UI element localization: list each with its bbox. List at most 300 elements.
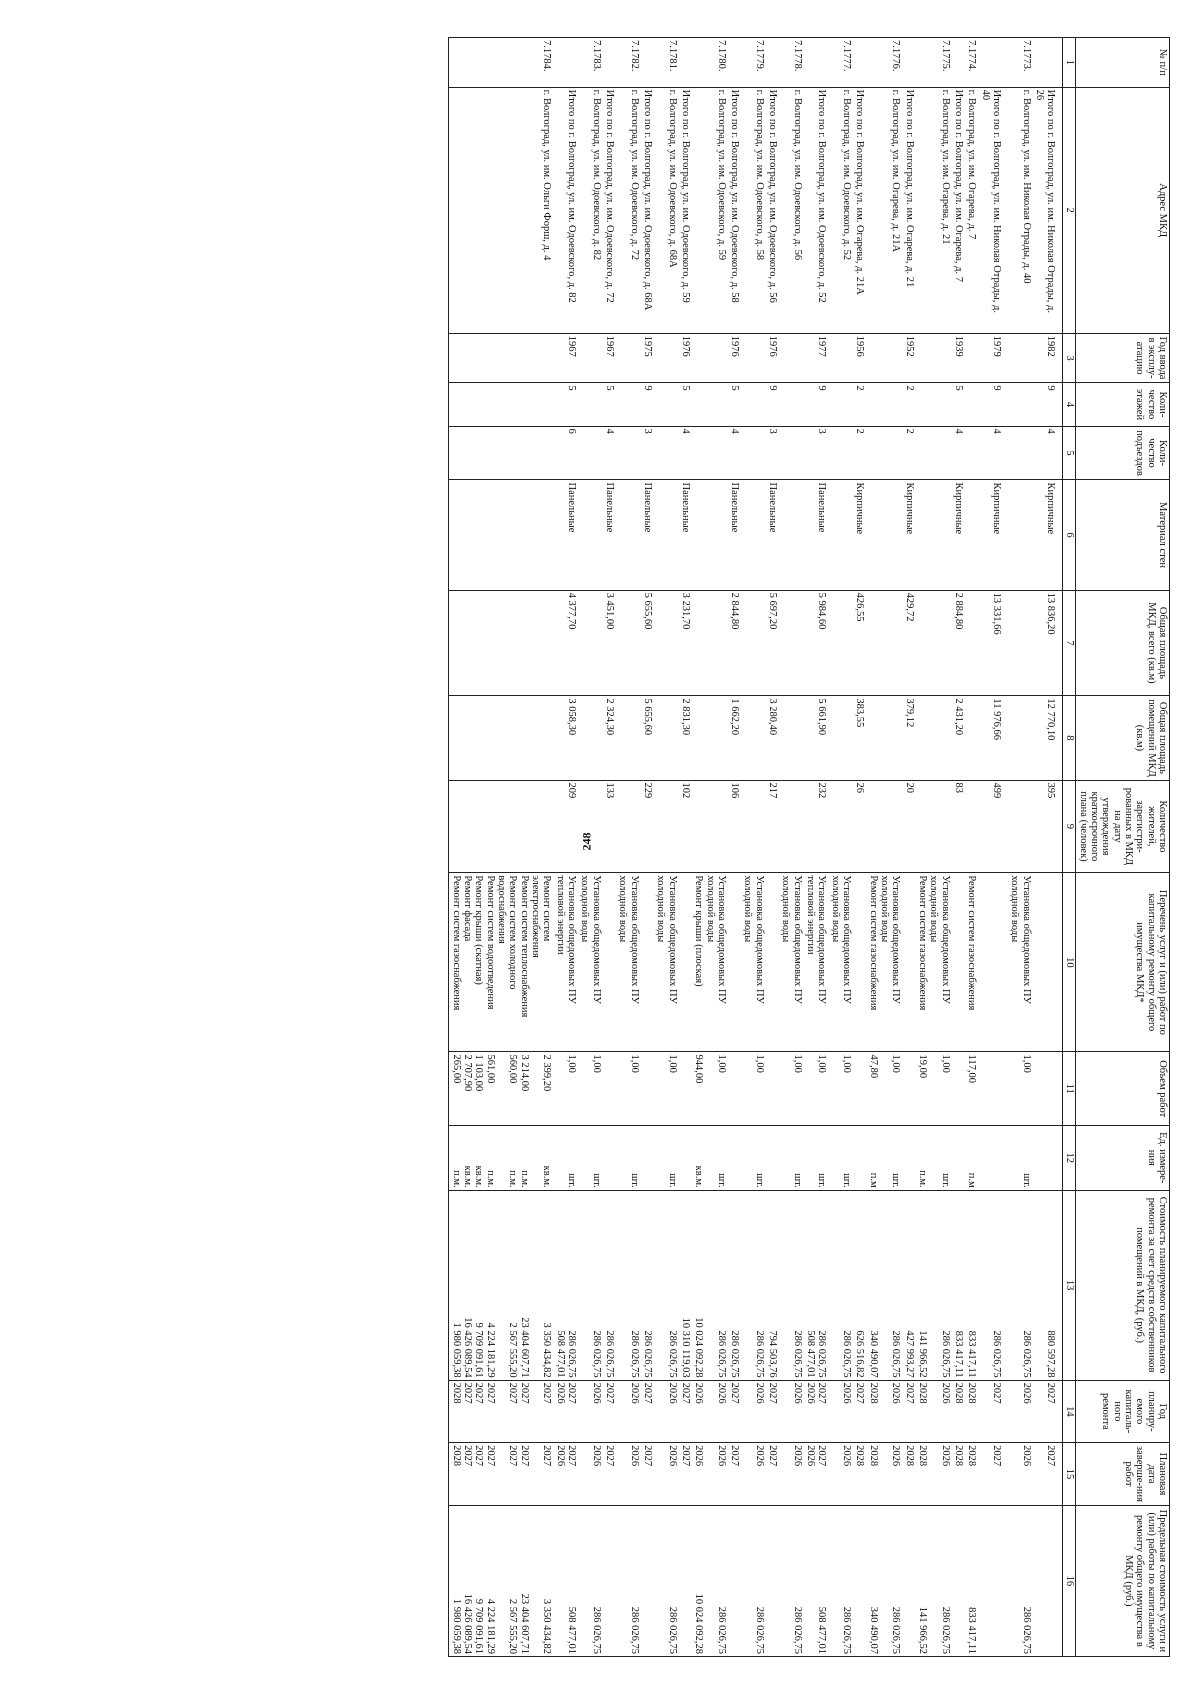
max-cost-line: 340 490,07 — [867, 1606, 879, 1654]
column-number: 8 — [1063, 696, 1076, 780]
entrances-cell: 4 — [728, 426, 741, 480]
premises-area-cell — [828, 696, 853, 780]
floors-cell: 9 — [978, 383, 1008, 426]
address-cell — [902, 87, 915, 333]
work-volume-line: 1,00 — [590, 1054, 602, 1073]
completion-date-line: 2028 — [854, 1445, 866, 1467]
address-cell — [1033, 87, 1063, 333]
planned-cost-line — [928, 1193, 939, 1378]
total-area-cell — [692, 590, 728, 696]
completion-date-line: 2026 — [805, 1445, 817, 1467]
planned-cost-cell — [616, 1190, 641, 1380]
work-volume-cell — [603, 1052, 616, 1125]
max-cost-line: 508 477,01 — [565, 1606, 577, 1654]
planned-cost-cell — [603, 1190, 616, 1380]
floors-cell: 5 — [679, 383, 692, 426]
address-cell — [654, 87, 679, 333]
total-area-cell — [741, 590, 766, 696]
max-cost-cell — [641, 1505, 654, 1656]
planned-cost-cell — [853, 1190, 866, 1380]
planned-cost-line — [496, 1193, 507, 1378]
completion-date-cell — [853, 1443, 866, 1506]
address-line: Итого по г. Волгоград, ул. им. Одоевского, д. 82 — [565, 89, 577, 303]
work-list-cell — [1008, 873, 1033, 1052]
address-cell — [449, 87, 553, 333]
completion-date-cell — [916, 1443, 952, 1506]
address-line: Итого по г. Волгоград, ул. им. Николая Отрады, д. — [991, 89, 1003, 314]
unit-line: шт. — [816, 1173, 828, 1188]
column-number: 6 — [1063, 480, 1076, 590]
residents-cell: 217 — [766, 780, 779, 873]
address-line: Итого по г. Волгоград, ул. им. Одоевского, д. 68А — [641, 89, 653, 311]
commission-year-cell: 1979 — [978, 333, 1008, 383]
planned-year-cell — [916, 1380, 952, 1443]
work-list-line: Ремонт систем газоснабжения — [450, 875, 462, 1011]
planned-cost-line: 508 477,01 — [805, 1330, 817, 1378]
max-cost-line: 2 567 555,20 — [507, 1598, 519, 1654]
item-number-cell — [553, 38, 578, 88]
work-list-line: Установка общедомовых ПУ — [890, 875, 902, 1004]
unit-line: п.м — [867, 1172, 879, 1188]
address-cell — [679, 87, 692, 333]
max-cost-cell — [1033, 1505, 1063, 1656]
item-number-cell: 7.1773. — [1008, 38, 1033, 88]
unit-line: п.м. — [917, 1170, 929, 1188]
max-cost-cell — [952, 1505, 965, 1656]
premises-area-cell: 12 770,10 — [1033, 696, 1063, 780]
item-number-cell — [952, 38, 965, 88]
column-number-row — [1063, 38, 1076, 1657]
work-list-cell — [641, 873, 654, 1052]
unit-line: шт. — [715, 1173, 727, 1188]
completion-date-cell — [978, 1443, 1008, 1506]
header-cell: Количество жителей, зарегистри-рованных в МКД на дату утверждения краткосрочного плана (человек) — [1076, 780, 1170, 873]
wall-material-cell: Панельные — [641, 480, 654, 590]
header-cell: Стоимость планируемого капитального ремонта за счет средств собственников помещений в МКД, (руб.) — [1076, 1190, 1170, 1380]
work-volume-line: 1,00 — [841, 1054, 853, 1073]
column-number: 5 — [1063, 426, 1076, 480]
item-number-cell — [978, 38, 1008, 88]
premises-area-cell — [866, 696, 902, 780]
item-number-cell — [603, 38, 616, 88]
work-list-cell — [449, 873, 553, 1052]
planned-year-cell — [578, 1380, 603, 1443]
work-list-line: Установка общедомовых ПУ — [753, 875, 765, 1004]
residents-cell: 133 — [603, 780, 616, 873]
wall-material-cell: Панельные — [603, 480, 616, 590]
planned-cost-line: 16 426 089,54 — [461, 1317, 473, 1378]
unit-cell — [779, 1125, 804, 1190]
work-volume-line: 1,00 — [791, 1054, 803, 1073]
completion-date-line: 2026 — [590, 1445, 602, 1467]
item-number-cell: 7.1780. — [692, 38, 728, 88]
entrances-cell: 2 — [853, 426, 866, 480]
planned-year-cell — [603, 1380, 616, 1443]
entrances-cell — [692, 426, 728, 480]
residents-cell — [449, 780, 553, 873]
completion-date-line: 2026 — [1020, 1445, 1032, 1467]
max-cost-line: 3 350 434,82 — [541, 1598, 553, 1654]
column-number: 3 — [1063, 333, 1076, 383]
work-volume-line: 1,00 — [715, 1054, 727, 1073]
max-cost-cell — [866, 1505, 902, 1656]
residents-cell: 26 — [853, 780, 866, 873]
completion-date-line: 2027 — [729, 1445, 741, 1467]
item-number-cell — [853, 38, 866, 88]
residents-cell: 20 — [902, 780, 915, 873]
item-number-cell: 7.1779. — [741, 38, 766, 88]
total-area-cell — [828, 590, 853, 696]
entrances-cell — [866, 426, 902, 480]
completion-date-line: 2026 — [753, 1445, 765, 1467]
planned-cost-line: 286 026,75 — [991, 1330, 1003, 1378]
completion-date-line: 2027 — [641, 1445, 653, 1467]
column-number: 13 — [1063, 1190, 1076, 1380]
address-cell — [553, 87, 578, 333]
completion-date-line: 2027 — [767, 1445, 779, 1467]
residents-cell: 102 — [679, 780, 692, 873]
planned-cost-line — [704, 1193, 715, 1378]
column-number: 2 — [1063, 87, 1076, 333]
premises-area-cell — [916, 696, 952, 780]
table-row — [553, 38, 578, 1657]
planned-year-line: 2027 — [991, 1382, 1003, 1404]
completion-date-line: 2026 — [693, 1445, 705, 1467]
address-line: Итого по г. Волгоград, ул. им. Одоевского, д. 72 — [603, 89, 615, 303]
planned-year-line — [530, 1383, 541, 1441]
unit-cell — [654, 1125, 679, 1190]
work-list-cell — [679, 873, 692, 1052]
residents-cell — [578, 780, 603, 873]
floors-cell — [741, 383, 766, 426]
premises-area-cell — [449, 696, 553, 780]
max-cost-cell — [616, 1505, 641, 1656]
premises-area-cell — [578, 696, 603, 780]
address-line: Итого по г. Волгоград, ул. им. Огарева, д. 21 — [903, 89, 915, 288]
address-line: г. Волгоград, ул. им. Николая Отрады, д. 40 — [1020, 89, 1032, 284]
unit-cell — [616, 1125, 641, 1190]
work-list-line: Ремонт систем водоотведения — [484, 875, 496, 1010]
unit-line: п.м. — [518, 1170, 530, 1188]
work-volume-line: 1 103,00 — [473, 1054, 485, 1092]
wall-material-cell: Панельные — [679, 480, 692, 590]
unit-cell — [965, 1125, 978, 1190]
planned-year-cell — [728, 1380, 741, 1443]
work-list-line: электроснабжения — [529, 875, 541, 958]
item-number-cell — [804, 38, 829, 88]
planned-cost-line: 286 026,75 — [590, 1330, 602, 1378]
unit-line: шт. — [841, 1173, 853, 1188]
planned-year-cell — [853, 1380, 866, 1443]
planned-cost-line: 427 993,27 — [903, 1330, 915, 1378]
column-number: 15 — [1063, 1443, 1076, 1506]
work-volume-line: 1,00 — [890, 1054, 902, 1073]
table-row — [779, 38, 804, 1657]
planned-year-line: 2027 — [767, 1382, 779, 1404]
commission-year-cell: 1982 — [1033, 333, 1063, 383]
work-volume-line: 19,00 — [917, 1054, 929, 1079]
max-cost-line: 833 417,11 — [966, 1607, 978, 1654]
completion-date-line: 2027 — [679, 1445, 691, 1467]
max-cost-cell — [654, 1505, 679, 1656]
planned-cost-cell — [766, 1190, 779, 1380]
planned-year-cell — [449, 1380, 553, 1443]
address-cell — [766, 87, 779, 333]
commission-year-cell — [828, 333, 853, 383]
item-number-cell: 7.1784. — [449, 38, 553, 88]
completion-date-cell — [828, 1443, 853, 1506]
commission-year-cell — [616, 333, 641, 383]
item-number-cell — [766, 38, 779, 88]
header-cell: Адрес МКД — [1076, 87, 1170, 333]
address-cell — [952, 87, 965, 333]
address-line: 26 — [1034, 89, 1046, 101]
work-volume-cell — [679, 1052, 692, 1125]
planned-cost-line — [530, 1193, 541, 1378]
address-line: г. Волгоград, ул. им. Огарева, д. 7 — [966, 89, 978, 240]
planned-cost-cell — [828, 1190, 853, 1380]
item-number-cell: 7.1781. — [654, 38, 679, 88]
residents-cell — [741, 780, 766, 873]
total-area-cell: 13 331,66 — [978, 590, 1008, 696]
planned-year-line — [496, 1383, 507, 1441]
work-volume-line: 1,00 — [1020, 1054, 1032, 1073]
address-cell — [1008, 87, 1033, 333]
unit-line — [496, 1128, 507, 1188]
max-cost-line: 286 026,75 — [791, 1606, 803, 1654]
completion-date-line: 2028 — [966, 1445, 978, 1467]
header-cell: Год ввода в эксплу-атацию — [1076, 333, 1170, 383]
work-volume-cell — [641, 1052, 654, 1125]
planned-year-line — [879, 1383, 890, 1441]
wall-material-cell: Панельные — [553, 480, 578, 590]
completion-date-line: 2027 — [565, 1445, 577, 1467]
address-line: г. Волгоград, ул. им. Одоевского, д. 68А — [666, 89, 678, 268]
header-cell: Перечень услуг и (или) работ по капитальному ремонту общего имущества МКД* — [1076, 873, 1170, 1052]
planned-cost-cell — [952, 1190, 965, 1380]
total-area-cell: 426,55 — [853, 590, 866, 696]
column-number: 14 — [1063, 1380, 1076, 1443]
completion-date-line: 2026 — [666, 1445, 678, 1467]
address-cell — [578, 87, 603, 333]
completion-date-line — [928, 1445, 939, 1503]
work-list-line: Установка общедомовых ПУ — [841, 875, 853, 1004]
completion-date-line: 2026 — [841, 1445, 853, 1467]
planned-cost-line: 286 026,75 — [565, 1330, 577, 1378]
total-area-cell: 2 844,80 — [728, 590, 741, 696]
wall-material-cell — [779, 480, 804, 590]
work-list-line: водоснабжения — [495, 875, 507, 944]
planned-cost-line: 1 980 059,38 — [450, 1322, 462, 1378]
wall-material-cell: Панельные — [728, 480, 741, 590]
planned-year-cell — [1033, 1380, 1063, 1443]
work-list-line: холодной воды — [617, 875, 629, 943]
completion-date-line: 2028 — [953, 1445, 965, 1467]
max-cost-line — [928, 1508, 939, 1654]
work-list-cell — [779, 873, 804, 1052]
total-area-cell — [866, 590, 902, 696]
floors-cell: 5 — [603, 383, 616, 426]
wall-material-cell — [965, 480, 978, 590]
address-line: Итого по г. Волгоград, ул. им. Огарева, д. 7 — [953, 89, 965, 282]
floors-cell: 2 — [853, 383, 866, 426]
work-list-cell — [978, 873, 1008, 1052]
total-area-cell — [965, 590, 978, 696]
planned-cost-cell — [978, 1190, 1008, 1380]
unit-line: кв.м. — [541, 1165, 553, 1188]
completion-date-line: 2026 — [791, 1445, 803, 1467]
planned-cost-line: 286 026,75 — [939, 1330, 951, 1378]
completion-date-cell — [654, 1443, 679, 1506]
completion-date-line: 2028 — [867, 1445, 879, 1467]
commission-year-cell: 1975 — [641, 333, 654, 383]
work-list-line: Ремонт систем холодного — [507, 875, 519, 990]
floors-cell — [578, 383, 603, 426]
planned-year-line: 2027 — [565, 1382, 577, 1404]
residents-cell: 106 — [728, 780, 741, 873]
unit-cell — [1033, 1125, 1063, 1190]
planned-cost-line: 286 026,75 — [1020, 1330, 1032, 1378]
planned-cost-line — [879, 1193, 890, 1378]
planned-year-cell — [804, 1380, 829, 1443]
address-cell — [828, 87, 853, 333]
address-cell — [978, 87, 1008, 333]
commission-year-cell: 1952 — [902, 333, 915, 383]
table-row — [578, 38, 603, 1657]
residents-cell — [866, 780, 902, 873]
planned-year-line: 2028 — [867, 1382, 879, 1404]
completion-date-cell — [952, 1443, 965, 1506]
wall-material-cell: Кирпичные — [1033, 480, 1063, 590]
wall-material-cell — [1008, 480, 1033, 590]
address-cell — [603, 87, 616, 333]
work-list-cell — [965, 873, 978, 1052]
column-number: 16 — [1063, 1505, 1076, 1656]
work-list-line: холодной воды — [579, 875, 591, 943]
total-area-cell: 3 451,00 — [603, 590, 616, 696]
total-area-cell: 13 836,20 — [1033, 590, 1063, 696]
planned-cost-cell — [578, 1190, 603, 1380]
work-volume-cell — [1033, 1052, 1063, 1125]
max-cost-cell — [902, 1505, 915, 1656]
header-cell: Плановая дата заверше-ния работ — [1076, 1443, 1170, 1506]
item-number-cell — [902, 38, 915, 88]
planned-year-line: 2028 — [450, 1382, 462, 1404]
planned-year-line: 2026 — [791, 1382, 803, 1404]
planned-year-line: 2027 — [473, 1382, 485, 1404]
header-cell: Коли-чество этажей — [1076, 383, 1170, 426]
entrances-cell: 4 — [978, 426, 1008, 480]
planned-cost-cell — [779, 1190, 804, 1380]
unit-line: шт. — [590, 1173, 602, 1188]
total-area-cell: 5 655,60 — [641, 590, 654, 696]
work-volume-line — [496, 1054, 507, 1122]
unit-line: п.м. — [450, 1170, 462, 1188]
work-volume-cell — [853, 1052, 866, 1125]
address-line: г. Волгоград, ул. им. Одоевского, д. 52 — [841, 89, 853, 261]
work-volume-cell — [902, 1052, 915, 1125]
total-area-cell: 4 377,70 — [553, 590, 578, 696]
completion-date-cell — [679, 1443, 692, 1506]
unit-line: шт. — [1020, 1173, 1032, 1188]
unit-line: шт. — [565, 1173, 577, 1188]
work-volume-cell — [553, 1052, 578, 1125]
work-volume-cell — [965, 1052, 978, 1125]
planned-year-line: 2028 — [966, 1382, 978, 1404]
floors-cell — [916, 383, 952, 426]
work-volume-line: 561,00 — [484, 1054, 496, 1084]
completion-date-line: 2028 — [903, 1445, 915, 1467]
max-cost-cell — [916, 1505, 952, 1656]
entrances-cell: 6 — [553, 426, 578, 480]
planned-year-cell — [965, 1380, 978, 1443]
unit-cell — [766, 1125, 779, 1190]
table-row — [766, 38, 779, 1657]
work-list-line: Установка общедомовых ПУ — [590, 875, 602, 1004]
max-cost-line: 9 709 091,61 — [473, 1598, 485, 1654]
planned-cost-line: 286 026,75 — [841, 1330, 853, 1378]
wall-material-cell: Панельные — [766, 480, 779, 590]
table-row — [603, 38, 616, 1657]
planned-cost-line: 286 026,75 — [890, 1330, 902, 1378]
work-volume-line: 265,00 — [450, 1054, 462, 1084]
work-list-line: холодной воды — [704, 875, 716, 943]
work-list-line: холодной воды — [879, 875, 891, 943]
address-line: г. Волгоград, ул. им. Огарева, д. 21 — [939, 89, 951, 245]
planned-cost-line: 3 350 434,82 — [541, 1322, 553, 1378]
residents-cell: 83 — [952, 780, 965, 873]
floors-cell — [654, 383, 679, 426]
unit-line — [704, 1128, 715, 1188]
planned-cost-line: 141 966,52 — [917, 1330, 929, 1378]
work-list-line: Установка общедомовых ПУ — [939, 875, 951, 1004]
table-row — [952, 38, 965, 1657]
max-cost-line: 286 026,75 — [666, 1606, 678, 1654]
work-list-cell — [1033, 873, 1063, 1052]
planned-year-line: 2026 — [841, 1382, 853, 1404]
entrances-cell — [965, 426, 978, 480]
commission-year-cell — [741, 333, 766, 383]
unit-line: кв.м. — [473, 1165, 485, 1188]
planned-year-line: 2026 — [890, 1382, 902, 1404]
max-cost-cell — [978, 1505, 1008, 1656]
completion-date-cell — [616, 1443, 641, 1506]
completion-date-line — [496, 1445, 507, 1503]
planned-cost-line: 286 026,75 — [628, 1330, 640, 1378]
work-volume-line — [704, 1054, 715, 1122]
unit-cell — [692, 1125, 728, 1190]
work-volume-line: 117,00 — [966, 1054, 978, 1083]
max-cost-line: 286 026,75 — [628, 1606, 640, 1654]
completion-date-line: 2027 — [507, 1445, 519, 1467]
planned-year-line: 2026 — [666, 1382, 678, 1404]
work-volume-cell — [916, 1052, 952, 1125]
max-cost-cell — [741, 1505, 766, 1656]
completion-date-line: 2028 — [450, 1445, 462, 1467]
max-cost-cell — [853, 1505, 866, 1656]
premises-area-cell — [741, 696, 766, 780]
planned-cost-cell — [728, 1190, 741, 1380]
column-number: 12 — [1063, 1125, 1076, 1190]
work-list-line: холодной воды — [829, 875, 841, 943]
commission-year-cell — [692, 333, 728, 383]
max-cost-cell — [679, 1505, 692, 1656]
planned-year-line: 2026 — [805, 1382, 817, 1404]
work-list-line: холодной воды — [1009, 875, 1021, 943]
entrances-cell — [741, 426, 766, 480]
max-cost-line: 141 966,52 — [917, 1606, 929, 1654]
unit-cell — [603, 1125, 616, 1190]
